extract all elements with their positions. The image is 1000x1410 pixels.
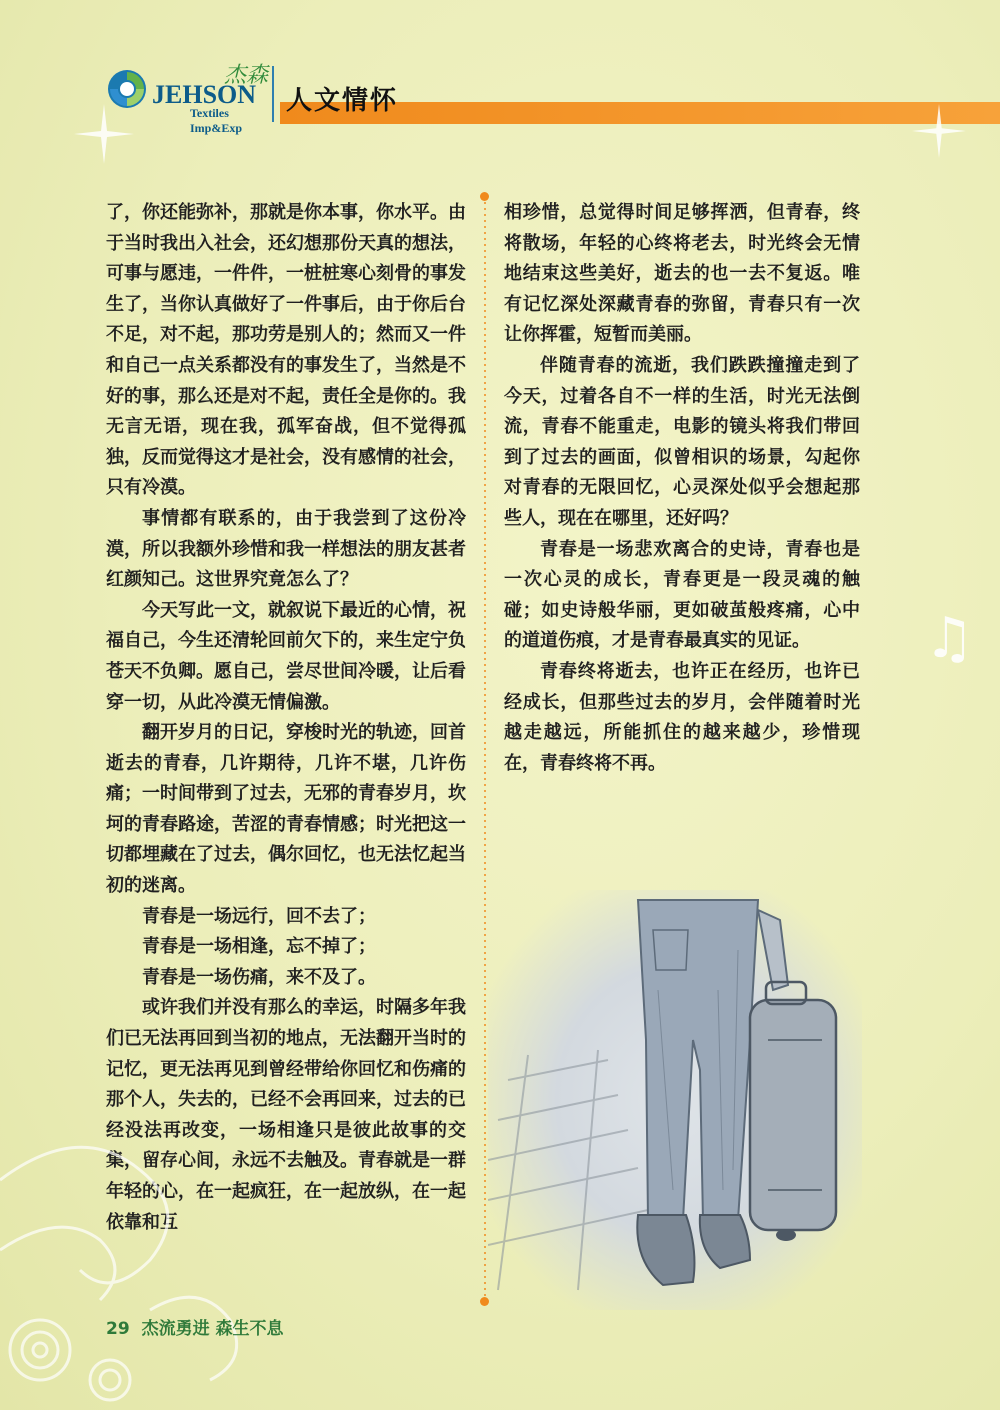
paragraph: 或许我们并没有那么的幸运，时隔多年我们已无法再回到当初的地点，无法翻开当时的记忆，更无法再见到曾经带给你回忆和伤痛的那个人，失去的，已经不会再回来，过去的已经没法再改变，一场相逢只是彼此故事的交集，留存心间，永远不去触及。青春就是一群年轻的心，在一起疯狂，在一起放纵，在一起依靠和互 xyxy=(106,997,466,1233)
footer-slogan: 杰流勇进 森生不息 xyxy=(141,1319,284,1339)
logo-chinese-name: 杰森 xyxy=(224,63,269,88)
verse-line: 青春是一场远行，回不去了； xyxy=(142,905,376,927)
music-note-icon: ♫ xyxy=(924,606,975,671)
paragraph: 青春终将逝去，也许正在经历，也许已经成长，但那些过去的岁月，会伴随着时光越走越远，所能抓住的越来越少，珍惜现在，青春终将不再。 xyxy=(504,660,860,774)
paragraph: 青春是一场悲欢离合的史诗，青春也是一次心灵的成长，青春更是一段灵魂的触碰；如史诗般华丽，更如破茧般疼痛，心中的道道伤痕，才是青春最真实的见证。 xyxy=(504,538,860,652)
sparkle-icon xyxy=(74,104,134,164)
sparkle-icon xyxy=(912,104,966,158)
page-footer xyxy=(106,1314,284,1339)
paragraph: 事情都有联系的，由于我尝到了这份冷漠，所以我额外珍惜和我一样想法的朋友甚者红颜知己。这世界究竟怎么了？ xyxy=(106,507,466,591)
divider-dot-top xyxy=(480,192,489,201)
paragraph: 了，你还能弥补，那就是你本事，你水平。由于当时我出入社会，还幻想那份天真的想法，可事与愿违，一件件，一桩桩寒心刻骨的事发生了，当你认真做好了一件事后，由于你后台不足，对不起，那功劳是别人的；然而又一件和自己一点关系都没有的事发生了，当然是不好的事，那么还是对不起，责任全是你的。我无言无语，现在我，孤军奋战，但不觉得孤独，反而觉得这才是社会，没有感情的社会，只有冷漠。 xyxy=(106,202,466,499)
paragraph: 今天写此一文，就叙说下最近的心情，祝福自己，今生还清轮回前欠下的，来生定宁负苍天不负卿。愿自己，尝尽世间冷暖，让后看穿一切，从此冷漠无情偏激。 xyxy=(106,599,466,713)
paragraph: 相珍惜，总觉得时间足够挥洒，但青春，终将散场，年轻的心终将老去，时光终会无情地结束这些美好，逝去的也一去不复返。唯有记忆深处深藏青春的弥留，青春只有一次让你挥霍，短暂而美丽。 xyxy=(504,202,860,346)
verse-line: 青春是一场伤痛，来不及了。 xyxy=(142,966,376,988)
traveler-sketch-icon xyxy=(488,890,862,1310)
paragraph: 伴随青春的流逝，我们跌跌撞撞走到了今天，过着各自不一样的生活，时光无法倒流，青春不能重走，电影的镜头将我们带回到了过去的画面，似曾相识的场景，勾起你对青春的无限回忆，心灵深处似乎会想起那些人，现在在哪里，还好吗？ xyxy=(504,354,860,529)
paragraph: 翻开岁月的日记，穿梭时光的轨迹，回首逝去的青春，几许期待，几许不堪，几许伤痛；一时间带到了过去，无邪的青春岁月，坎坷的青春路途，苦涩的青春情感；时光把这一切都埋藏在了过去，偶尔回忆，也无法忆起当初的迷离。 xyxy=(106,722,466,897)
article-right-column xyxy=(504,198,860,779)
logo-english-name: JEHSON xyxy=(152,80,257,109)
verse-line: 青春是一场相逢，忘不掉了； xyxy=(142,936,376,958)
header-divider xyxy=(272,66,274,122)
illustration-traveler-on-tracks xyxy=(488,890,862,1310)
column-divider xyxy=(484,196,486,1300)
page-number: 29 xyxy=(106,1319,130,1339)
section-title: 人文情怀 xyxy=(286,86,399,116)
logo-subtitle: Textiles Imp&Exp xyxy=(190,106,243,135)
page-header xyxy=(0,0,1000,140)
decorative-swirl-icon xyxy=(0,1060,260,1410)
